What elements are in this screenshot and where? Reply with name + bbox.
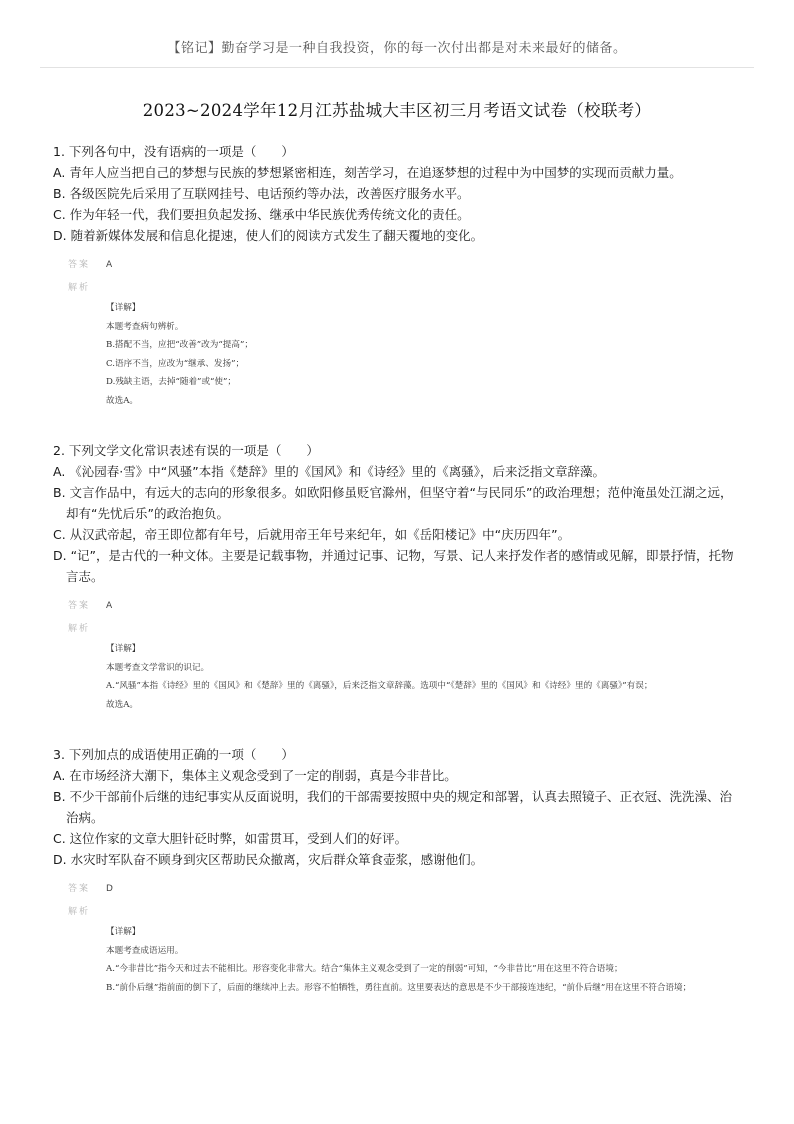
analysis-row [53,620,743,638]
detail-line: 故选A。 [106,395,138,406]
question-stem: 2. 下列文学文化常识表述有误的一项是（ ） [53,443,319,458]
detail-line: B.“前仆后继”指前面的倒下了，后面的继续冲上去。形容不怕牺牲，勇往直前。这里要表达的意思是不少干部接连违纪，“前仆后继”用在这里不符合语境； [106,982,692,993]
analysis-detail [106,923,726,997]
option-a: A. 青年人应当把自己的梦想与民族的梦想紧密相连，刻苦学习，在追逐梦想的过程中为中国梦的实现而贡献力量。 [53,165,682,180]
option-c: C. 这位作家的文章大胆针砭时弊，如雷贯耳，受到人们的好评。 [53,831,408,846]
option-b: B. 各级医院先后采用了互联网挂号、电话预约等办法，改善医疗服务水平。 [53,186,470,201]
option-a: A. 在市场经济大潮下，集体主义观念受到了一定的削弱，真是今非昔比。 [53,768,457,783]
detail-line: 本题考查成语运用。 [106,945,184,956]
detail-line: 本题考查文学常识的识记。 [106,662,210,673]
option-b: B. 文言作品中，有远大的志向的形象很多。如欧阳修虽贬官滁州，但坚守着“与民同乐”的政治理想；范仲淹虽处江湖之远，却有“先忧后乐”的政治抱负。 [53,485,733,521]
option-d: D. 随着新媒体发展和信息化提速，使人们的阅读方式发生了翻天覆地的变化。 [53,228,484,243]
detail-line: 故选A。 [106,699,138,710]
option-d: D. “记”，是古代的一种文体。主要是记载事物，并通过记事、记物，写景、记人来抒发作者的感情或见解，即景抒情，托物言志。 [53,548,734,584]
detail-line: A.“风骚”本指《诗经》里的《国风》和《楚辞》里的《离骚》，后来泛指文章辞藻。选项中“《楚辞》里的《国风》和《诗经》里的《离骚》”有误； [106,681,653,691]
question-stem: 1. 下列各句中，没有语病的一项是（ ） [53,144,294,159]
motto-banner: 【铭记】勤奋学习是一种自我投资，你的每一次付出都是对未来最好的储备。 [167,41,627,56]
question-stem: 3. 下列加点的成语使用正确的一项（ ） [53,747,294,762]
analysis-label: 解析 [68,907,91,917]
option-a: A. 《沁园春·雪》中“风骚”本指《楚辞》里的《国风》和《诗经》里的《离骚》，后来泛指文章辞藻。 [53,464,605,479]
detail-line: 【详解】 [106,927,141,937]
answer-label: 答案 [68,601,91,611]
answer-value: A [106,601,113,611]
option-c: C. 作为年轻一代，我们要担负起发扬、继承中华民族优秀传统文化的责任。 [53,207,470,222]
question-2 [53,440,743,714]
answer-row [53,255,743,275]
question-list [53,141,743,997]
analysis-detail [106,640,726,714]
detail-line: B.搭配不当，应把“改善”改为“提高”； [106,340,253,350]
detail-line: A.“今非昔比”指今天和过去不能相比。形容变化非常大。结合“集体主义观念受到了一定的削弱”可知，“今非昔比”用在这里不符合语境； [106,964,623,974]
analysis-row [53,903,743,921]
exam-title: 2023~2024学年12月江苏盐城大丰区初三月考语文试卷（校联考） [142,101,652,120]
question-1 [53,141,743,410]
answer-value: D [106,884,113,894]
answer-row [53,879,743,899]
answer-label: 答案 [68,260,91,270]
detail-line: 【详解】 [106,644,141,654]
detail-line: D.残缺主语，去掉“随着”或“使”； [106,377,237,387]
option-d: D. 水灾时军队奋不顾身到灾区帮助民众撤离，灾后群众箪食壶浆，感谢他们。 [53,852,484,867]
detail-line: 【详解】 [106,303,141,313]
question-3 [53,744,743,997]
option-b: B. 不少干部前仆后继的违纪事实从反面说明，我们的干部需要按照中央的规定和部署，认真去照镜子、正衣冠、洗洗澡、治治病。 [53,789,733,825]
analysis-label: 解析 [68,624,91,634]
option-c: C. 从汉武帝起，帝王即位都有年号，后就用帝王年号来纪年，如《岳阳楼记》中“庆历四年”。 [53,527,571,542]
analysis-label: 解析 [68,283,91,293]
answer-label: 答案 [68,884,91,894]
analysis-row [53,279,743,297]
analysis-detail [106,299,726,410]
answer-value: A [106,260,113,270]
detail-line: 本题考查病句辨析。 [106,321,184,332]
detail-line: C.语序不当，应改为“继承、发扬”； [106,358,245,369]
answer-row [53,596,743,616]
header-divider [40,67,754,68]
